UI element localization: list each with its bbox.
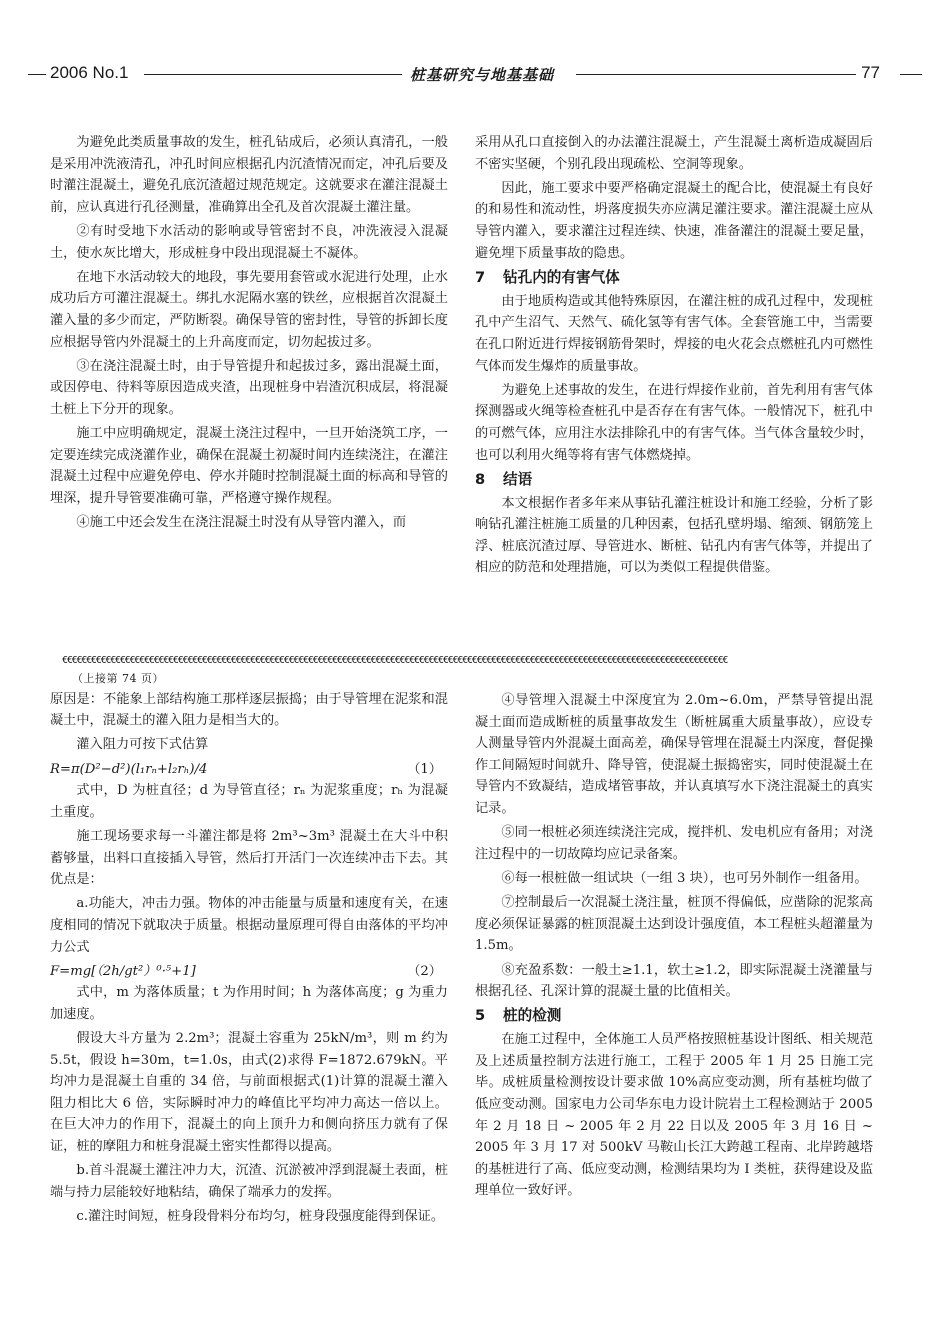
section-number: 7 xyxy=(475,268,486,286)
paragraph: 原因是：不能象上部结构施工那样逐层振捣；由于导管埋在泥浆和混凝土中，混凝土的灌入阻力是相当大的。 xyxy=(50,691,448,729)
paragraph: 施工现场要求每一斗灌注都是将 2m³~3m³ 混凝土在大斗中积蓄够量，出料口直接插入导管，然后打开活门一次连续冲击下去。其优点是： xyxy=(50,828,448,888)
header-rule-left xyxy=(28,74,46,75)
paragraph: ②有时受地下水活动的影响或导管密封不良，冲洗液浸入混凝土，使水灰比增大，形成桩身中段出现混凝土不凝体。 xyxy=(50,223,448,261)
paragraph: 施工中应明确规定，混凝土浇注过程中，一旦开始浇筑工序，一定要连续完成浇灌作业，确保在混凝土初凝时间内连续浇注，在灌注混凝土过程中应避免停电、停水并随时控制混凝土面的标高和导管的埋深，提升导管要准确可靠，严格遵守操作规程。 xyxy=(50,426,448,506)
paragraph: 式中，m 为落体质量；t 为作用时间；h 为落体高度；g 为重力加速度。 xyxy=(50,985,448,1022)
upper-left-column xyxy=(50,132,448,536)
journal-title: 桩基研究与地基基础 xyxy=(410,68,555,84)
paragraph: a.功能大，冲击力强。物体的冲击能量与质量和速度有关，在速度相同的情况下就取决于质量。根据动量原理可得自由落体的平均冲力公式 xyxy=(50,896,448,955)
header-rule-right xyxy=(900,74,922,75)
issue-number: 2006 No.1 xyxy=(50,63,129,82)
paragraph: b.首斗混凝土灌注冲力大，沉渣、沉淤被冲浮到混凝土表面，桩端与持力层能较好地粘结，确保了端承力的发挥。 xyxy=(50,1163,448,1200)
paragraph: 在地下水活动较大的地段，事先要用套管或水泥进行处理，止水成功后方可灌注混凝土。绑扎水泥隔水塞的铁丝，应根据首次混凝土灌入量的多少而定，严防断裂。确保导管的密封性，导管的拆卸长度应根据导管内外混凝土的上升高度而定，切勿起拔过多。 xyxy=(50,269,448,350)
continued-from-note: （上接第 74 页） xyxy=(72,672,164,685)
paragraph: ⑥每一根桩做一组试块（一组 3 块），也可另外制作一组备用。 xyxy=(501,870,868,886)
paragraph: c.灌注时间短，桩身段骨料分布均匀，桩身段强度能得到保证。 xyxy=(76,1209,445,1224)
paragraph: ④施工中还会发生在浇注混凝土时没有从导管内灌入，而 xyxy=(76,515,407,531)
section-title: 结语 xyxy=(503,470,533,488)
header-rule-mid-left xyxy=(144,74,402,75)
paragraph: ④导管埋入混凝土中深度宜为 2.0m~6.0m，严禁导管提出混凝土面而造成断桩的质量事故发生（断桩属重大质量事故），应设专人测量导管内外混凝土面高差，确保导管埋在混凝土内深度，督促操作工间隔短时间就升、降导管，使混凝土振捣密实，同时使混凝土在导管内不致凝结，造成堵管事故，并认真填写水下浇注混凝土的真实记录。 xyxy=(475,693,873,816)
page-number: 77 xyxy=(861,63,880,82)
paragraph: 假设大斗方量为 2.2m³；混凝土容重为 25kN/m³，则 m 约为 5.5t，假设 h=30m，t=1.0s，由式(2)求得 F=1872.679kN。平均冲力是混凝土自重的 34 倍，与前面根据式(1)计算的混凝土灌入阻力相比大 6 倍，实际瞬时冲力的峰值比平均冲力高达一倍以上。在巨大冲力的作用下，混凝土的向上顶升力和侧向挤压力就有了保证，桩的摩阻力和桩身混凝土密实性都得以提高。 xyxy=(50,1031,448,1155)
section-number: 5 xyxy=(475,1007,486,1025)
paragraph: 因此，施工要求中要严格确定混凝土的配合比，使混凝土有良好的和易性和流动性，坍落度损失亦应满足灌注要求。灌注混凝土应从导管内灌入，要求灌注过程连续、快速，准备灌注的混凝土要足量，避免埋下质量事故的隐患。 xyxy=(475,180,873,261)
section-number: 8 xyxy=(475,470,486,488)
paragraph: 为避免此类质量事故的发生，桩孔钻成后，必须认真清孔，一般是采用冲洗液清孔，冲孔时间应根据孔内沉渣情况而定，冲孔后要及时灌注混凝土，避免孔底沉渣超过规范规定。这就要求在灌注混凝土前，应认真进行孔径测量，准确算出全孔及首次混凝土灌注量。 xyxy=(50,135,448,215)
lower-left-column xyxy=(50,672,448,1230)
section-heading-7 xyxy=(475,267,873,288)
paragraph: 式中，D 为桩直径；d 为导管直径；rₙ 为泥浆重度；rₕ 为混凝土重度。 xyxy=(50,783,448,820)
formula-expression: R=π(D²−d²)(l₁rₙ+l₂rₕ)/4 xyxy=(50,761,208,777)
formula-1 xyxy=(50,759,448,781)
paragraph: ⑦控制最后一次混凝土浇注量，桩顶不得偏低，应凿除的泥浆高度必须保证暴露的桩顶混凝土达到设计强度值，本工程桩头超灌量为 1.5m。 xyxy=(475,895,873,954)
paragraph: 在施工过程中，全体施工人员严格按照桩基设计图纸、相关规范及上述质量控制方法进行施工，工程于 2005 年 1 月 25 日施工完毕。成桩质量检测按设计要求做 10%高应变动测，所有基桩均做了低应变动测。国家电力公司华东电力设计院岩土工程检测站于 2005 年 2 月 18 日 ~ 2005 年 2 月 22 日以及 2005 年 3 月 16 日 ~ 2005 年 3 月 17 对 500kV 马鞍山长江大跨越工程南、北岸跨越塔的基桩进行了高、低应变动测，检测结果均为 I 类桩，获得建设及监理单位一致好评。 xyxy=(475,1032,873,1199)
paragraph: 采用从孔口直接倒入的办法灌注混凝土，产生混凝土离析造成凝固后不密实坚硬，个别孔段出现疏松、空洞等现象。 xyxy=(475,135,873,172)
section-title: 钻孔内的有害气体 xyxy=(503,268,620,286)
paragraph: ③在浇注混凝土时，由于导管提升和起拔过多，露出混凝土面，或因停电、待料等原因造成夹渣，出现桩身中岩渣沉积成层，将混凝土桩上下分开的现象。 xyxy=(50,358,448,417)
header-rule-mid-right xyxy=(576,74,856,75)
paragraph: 由于地质构造或其他特殊原因，在灌注桩的成孔过程中，发现桩孔中产生沼气、天然气、硫化氢等有害气体。全套管施工中，当需要在孔口附近进行焊接钢筋骨架时，焊接的电火花会点燃桩孔内可燃性气体而发生爆炸的质量事故。 xyxy=(475,293,873,374)
formula-expression: F=mg[（2h/gt²）⁰·⁵+1] xyxy=(50,963,196,979)
paragraph: ⑧充盈系数：一般土≥1.1，软土≥1.2，即实际混凝土浇灌量与根据孔径、孔深计算的混凝土量的比值相关。 xyxy=(475,962,873,1000)
upper-right-column xyxy=(475,132,873,582)
paragraph: 本文根据作者多年来从事钻孔灌注桩设计和施工经验，分析了影响钻孔灌注桩施工质量的几种因素，包括孔壁坍塌、缩颈、钢筋笼上浮、桩底沉渣过厚、导管进水、断桩、钻孔内有害气体等，并提出了相应的防范和处理措施，可以为类似工程提供借鉴。 xyxy=(475,495,873,576)
paragraph: ⑤同一根桩必须连续浇注完成，搅拌机、发电机应有备用；对浇注过程中的一切故障均应记录备案。 xyxy=(475,825,873,862)
running-header xyxy=(28,62,922,86)
formula-2 xyxy=(50,961,448,983)
section-title: 桩的检测 xyxy=(503,1007,562,1025)
decorative-separator: €€€€€€€€€€€€€€€€€€€€€€€€€€€€€€€€€€€€€€€€€€€€€€€€€€€€€€€€€€€€€€€€€€€€€€€€€€€€€€€€€€€€€€€€€€€€€€€€€€€€€€€€€€€€€€€€€€€€€€€€€€€€€€€€€€€€€€€€€€ xyxy=(62,656,728,666)
lower-right-column xyxy=(475,690,873,1205)
section-heading-8 xyxy=(475,469,873,490)
section-heading-5 xyxy=(475,1005,873,1026)
paragraph: 为避免上述事故的发生，在进行焊接作业前，首先利用有害气体探测器或火绳等检查桩孔中是否存在有害气体。一般情况下，桩孔中的可燃气体，应用注水法排除孔中的有害气体。当气体含量较少时，也可以利用火绳等将有害气体燃烧掉。 xyxy=(475,382,873,463)
paragraph: 灌入阻力可按下式估算 xyxy=(76,737,209,753)
equation-number: （1） xyxy=(407,761,442,777)
equation-number: （2） xyxy=(407,963,442,979)
